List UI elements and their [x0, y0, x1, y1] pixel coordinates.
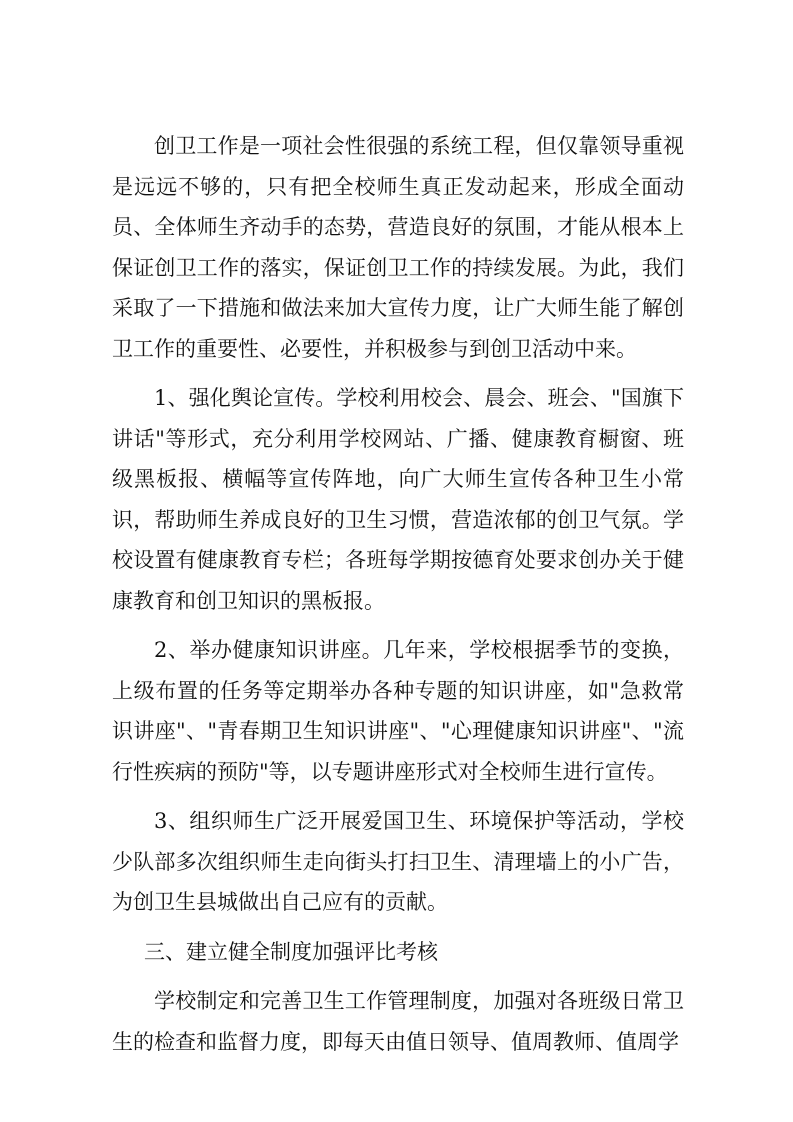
paragraph-item-2: 2、举办健康知识讲座。几年来，学校根据季节的变换，上级布置的任务等定期举办各种专题的知识讲座，如"急救常识讲座"、"青春期卫生知识讲座"、"心理健康知识讲座"、"流行性疾病的预防"等，以专题讲座形式对全校师生进行宣传。: [112, 638, 684, 784]
section-heading: 三、建立健全制度加强评比考核: [144, 939, 438, 964]
paragraph-item-3: 3、组织师生广泛开展爱国卫生、环境保护等活动，学校少队部多次组织师生走向街头打扫卫生、清理墙上的小广告，为创卫生县城做出自己应有的贡献。: [112, 809, 684, 914]
paragraph-final: 学校制定和完善卫生工作管理制度，加强对各班级日常卫生的检查和监督力度，即每天由值日领导、值周教师、值周学: [112, 989, 684, 1054]
paragraph-item-1: 1、强化舆论宣传。学校利用校会、晨会、班会、"国旗下讲话"等形式，充分利用学校网站、广播、健康教育橱窗、班级黑板报、横幅等宣传阵地，向广大师生宣传各种卫生小常识，帮助师生养成良好的卫生习惯，营造浓郁的创卫气氛。学校设置有健康教育专栏；各班每学期按德育处要求创办关于健康教育和创卫知识的黑板报。: [112, 386, 684, 613]
paragraph-intro: 创卫工作是一项社会性很强的系统工程，但仅靠领导重视是远远不够的，只有把全校师生真正发动起来，形成全面动员、全体师生齐动手的态势，营造良好的氛围，才能从根本上保证创卫工作的落实，保证创卫工作的持续发展。为此，我们采取了一下措施和做法来加大宣传力度，让广大师生能了解创卫工作的重要性、必要性，并积极参与到创卫活动中来。: [112, 134, 684, 361]
document-body: [112, 126, 684, 1071]
